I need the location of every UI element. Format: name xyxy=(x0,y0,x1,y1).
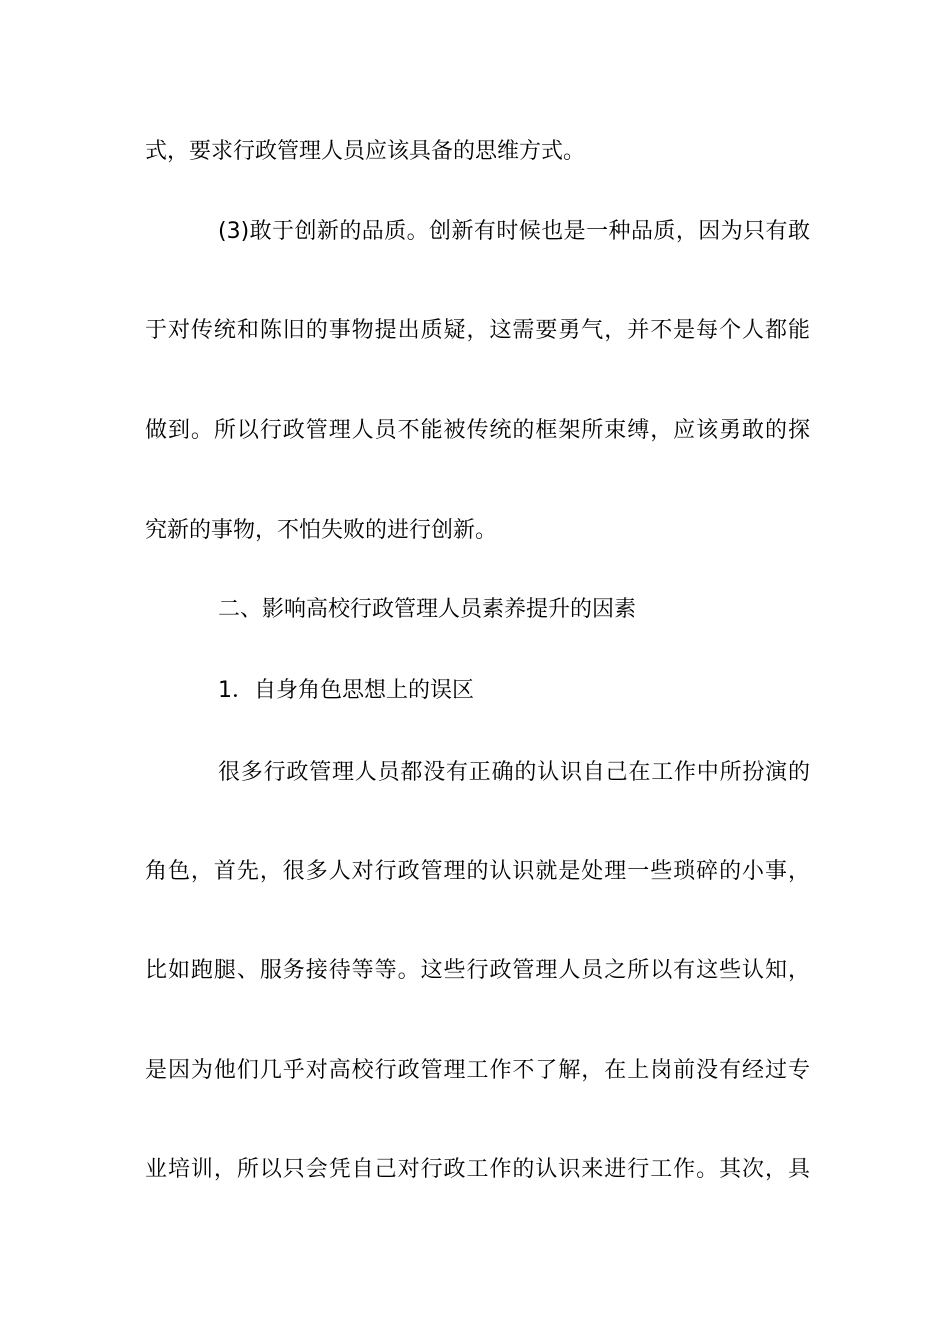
paragraph-line: 究新的事物，不怕失败的进行创新。 xyxy=(145,518,498,543)
paragraph-line: 业培训，所以只会凭自己对行政工作的认识来进行工作。其次，具 xyxy=(145,1157,810,1182)
paragraph-line: 很多行政管理人员都没有正确的认识自己在工作中所扮演的 xyxy=(218,760,810,785)
paragraph-line: 是因为他们几乎对高校行政管理工作不了解，在上岗前没有经过专 xyxy=(145,1058,810,1083)
section-heading: 二、影响高校行政管理人员素养提升的因素 xyxy=(218,597,637,622)
paragraph-line: 角色，首先，很多人对行政管理的认识就是处理一些琐碎的小事， xyxy=(145,859,810,884)
paragraph-line: 式，要求行政管理人员应该具备的思维方式。 xyxy=(145,139,586,164)
paragraph-line: (3)敢于创新的品质。创新有时候也是一种品质，因为只有敢 xyxy=(218,219,810,244)
paragraph-line: 比如跑腿、服务接待等等。这些行政管理人员之所以有这些认知， xyxy=(145,958,810,983)
paragraph-line: 于对传统和陈旧的事物提出质疑，这需要勇气，并不是每个人都能 xyxy=(145,318,810,343)
paragraph-line: 做到。所以行政管理人员不能被传统的框架所束缚，应该勇敢的探 xyxy=(145,418,810,443)
subsection-heading: 1．自身角色思想上的误区 xyxy=(218,678,474,703)
